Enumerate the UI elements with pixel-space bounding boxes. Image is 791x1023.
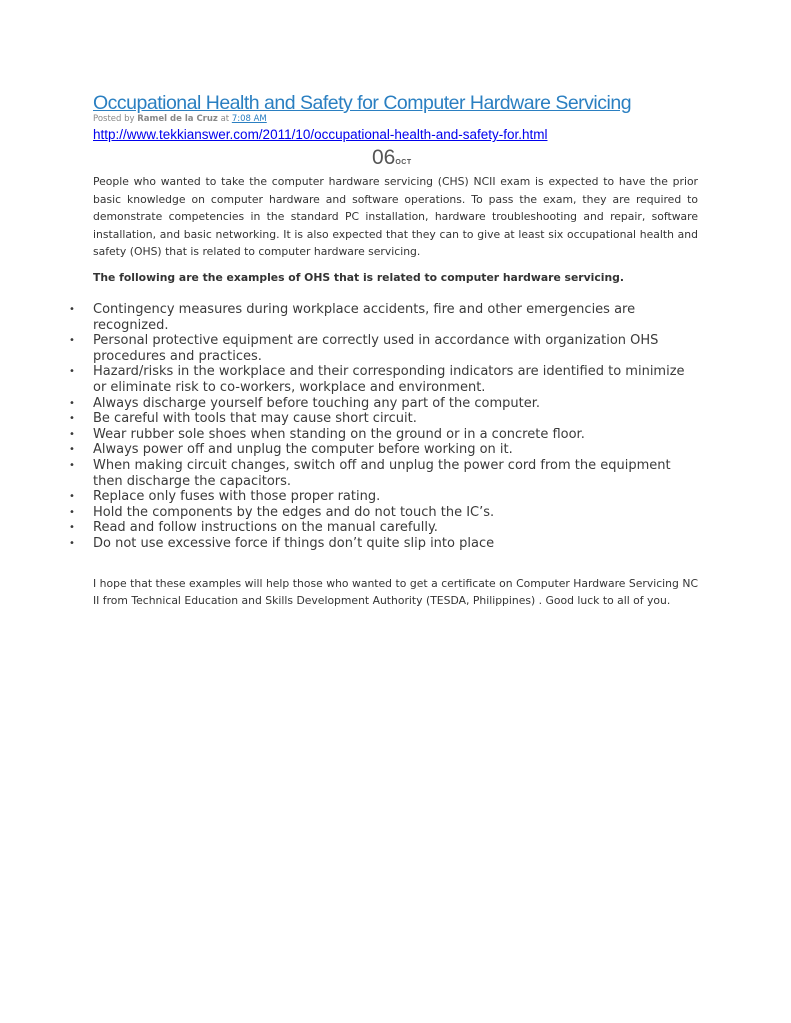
ohs-list: [69, 302, 693, 552]
author-name: Ramel de la Cruz: [137, 114, 218, 124]
byline-at: at: [220, 114, 230, 124]
byline-prefix: Posted by: [93, 114, 135, 124]
bullet-icon: •: [69, 506, 75, 518]
post-byline: [93, 114, 267, 124]
list-item: [69, 535, 693, 552]
list-item: [69, 395, 693, 412]
list-item: [69, 333, 693, 364]
list-item-text: Always power off and unplug the computer before working on it.: [93, 442, 513, 458]
post-title-link[interactable]: Occupational Health and Safety for Computer Hardware Servicing: [93, 92, 632, 114]
bullet-icon: •: [69, 413, 75, 425]
bullet-icon: •: [69, 397, 75, 409]
list-item: [69, 442, 693, 458]
list-item: [69, 302, 693, 333]
intro-paragraph: People who wanted to take the computer hardware servicing (CHS) NCII exam is expected to have the prior basic knowledge on computer hardware and software operations. To pass the exam, they are required to demonstrate competencies in the standard PC installation, hardware troubleshooting and repair, software installation, and basic networking. It is also expected that they can to give at least six occupational health and safety (OHS) that is related to computer hardware servicing.: [93, 175, 698, 259]
list-item: [69, 504, 693, 521]
list-item-text: Wear rubber sole shoes when standing on the ground or in a concrete floor.: [93, 426, 585, 442]
list-item-text: Always discharge yourself before touching any part of the computer.: [93, 395, 540, 411]
bullet-icon: •: [69, 444, 75, 456]
list-item-text: When making circuit changes, switch off and unplug the power cord from the equipment then discharge the capacitors.: [93, 457, 671, 489]
bullet-icon: •: [69, 366, 75, 378]
bullet-icon: •: [69, 335, 75, 347]
list-item-text: Be careful with tools that may cause short circuit.: [93, 411, 417, 427]
date-month: OCT: [395, 159, 412, 166]
list-item-text: Hold the components by the edges and do not touch the IC’s.: [93, 504, 495, 520]
post-date: [372, 146, 412, 170]
post-time-link[interactable]: 7:08 AM: [231, 114, 267, 124]
list-item-text: Read and follow instructions on the manual carefully.: [93, 520, 438, 536]
list-item: [69, 489, 693, 505]
date-day: 06: [372, 146, 396, 169]
list-item: [69, 364, 693, 395]
list-item: [69, 457, 693, 489]
list-item-text: Personal protective equipment are correctly used in accordance with organization OHS procedures and practices.: [93, 333, 659, 364]
list-item: [69, 520, 693, 536]
list-item-text: Hazard/risks in the workplace and their corresponding indicators are identified to minimize or eliminate risk to co-workers, workplace and environment.: [93, 364, 685, 395]
bullet-icon: •: [69, 459, 75, 471]
source-url-link[interactable]: http://www.tekkianswer.com/2011/10/occupational-health-and-safety-for.html: [93, 127, 548, 142]
list-item: [69, 426, 693, 443]
list-item-text: Replace only fuses with those proper rating.: [93, 489, 381, 505]
closing-paragraph: I hope that these examples will help those who wanted to get a certificate on Computer Hardware Servicing NC II from Technical Education and Skills Development Authority (TESDA, Philippines) . Good luck to all of you.: [93, 577, 698, 608]
ohs-subheading: The following are the examples of OHS that is related to computer hardware servicing.: [93, 271, 624, 284]
bullet-icon: •: [69, 304, 75, 315]
bullet-icon: •: [69, 537, 75, 549]
bullet-icon: •: [69, 522, 75, 534]
list-item-text: Do not use excessive force if things don’t quite slip into place: [93, 535, 495, 551]
list-item: [69, 411, 693, 427]
bullet-icon: •: [69, 428, 75, 440]
bullet-icon: •: [69, 491, 75, 503]
list-item-text: Contingency measures during workplace accidents, fire and other emergencies are recognized.: [93, 302, 636, 333]
